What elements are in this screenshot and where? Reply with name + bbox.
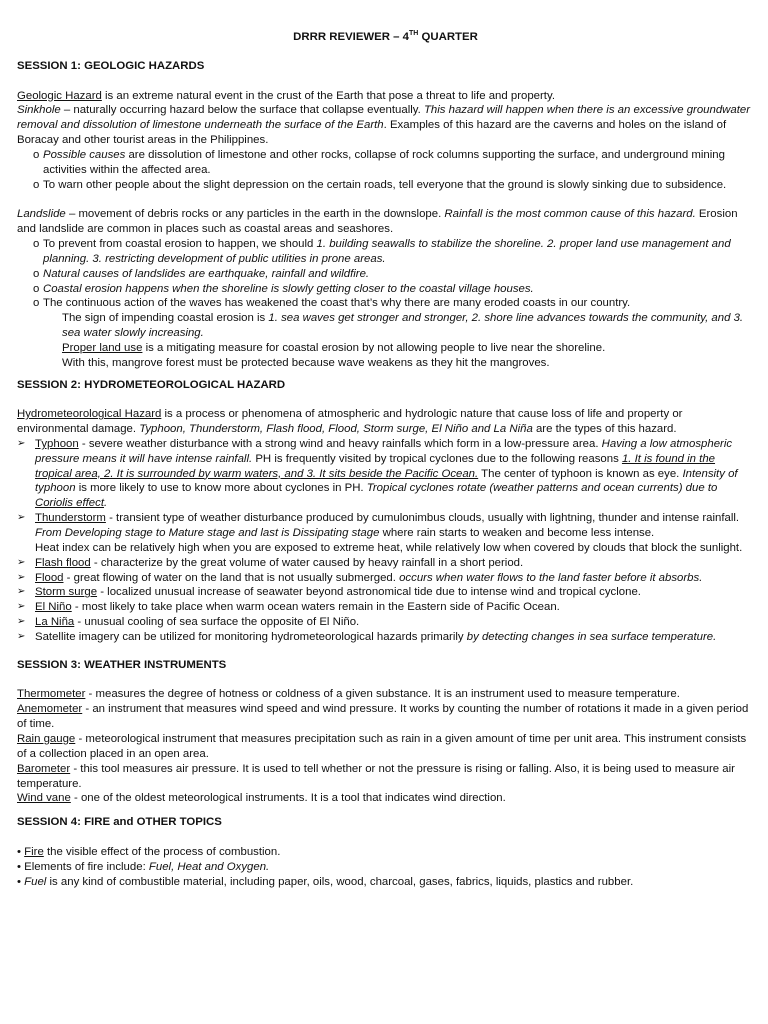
bullet-icon: • [17,845,21,858]
fire-definition [17,845,754,860]
text-italic: 1. sea waves get stronger and stronger, 2. shore line advances towards the community, and 3. sea water slowly increasing. [62,312,744,340]
text-italic: Tropical cyclones rotate (weather patterns and ocean currents) due to [366,482,718,495]
term: Proper land use [62,341,143,354]
text-italic: This hazard will happen when there is an excessive groundwater removal and dissolution of limestone underneath the surface of the Earth [17,104,751,132]
text: is more likely to use to know more about cyclones in PH. [75,482,367,495]
landslide-list [17,237,754,311]
list-item-el-nino [17,600,754,615]
circle-bullet-icon: o [33,282,40,295]
hydromet-list [17,437,754,645]
landslide-definition [17,207,754,237]
list-item [17,296,754,311]
list-item [17,237,754,267]
text-italic: Intensity of typhoon [35,467,738,495]
text: - unusual cooling of sea surface the opposite of El Niño. [74,616,360,629]
list-item [17,178,754,193]
text-italic: Possible causes [43,148,126,161]
bullet-icon: • [17,875,21,888]
text-italic: From Developing stage to Mature stage and last is Dissipating stage [35,527,380,539]
text: is a process or phenomena of atmospheric and hydrologic nature that cause loss of life and property or environmental damage. [17,408,683,436]
text: - this tool measures air pressure. It is used to tell whether or not the pressure is rising or falling. Also, it is being used to measure air temperature. [17,762,735,790]
list-item-thunderstorm [17,511,754,556]
text: PH is frequently visited by tropical cyclones due to the following reasons [252,452,622,465]
text: is a mitigating measure for coastal erosion by not allowing people to live near the shoreline. [142,341,606,354]
term: Rain gauge [17,732,76,745]
anemometer-definition [17,702,754,732]
fire-elements [17,860,754,875]
sinkhole-definition [17,103,754,148]
text-italic: Coastal erosion happens when the shoreline is slowly getting closer to the coastal village houses. [43,282,534,295]
text: where rain starts to weaken and become less intense. [379,527,655,539]
hydromet-definition [17,407,754,437]
title-superscript: TH [409,30,419,38]
term: Sinkhole [17,104,61,117]
text: are dissolution of limestone and other rocks, collapse of rock columns supporting the surface, and underground mining activities within the affected area. [43,148,725,176]
circle-bullet-icon: o [33,178,40,191]
arrow-bullet-icon: ➢ [17,437,26,449]
text: - transient type of weather disturbance produced by cumulonimbus clouds, usually with lightning, thunder and intense rainfall. [105,512,740,525]
text-italic: Having a low atmospheric pressure means it will have intense rainfall. [35,437,733,465]
term: Storm surge [35,586,98,599]
text: Elements of fire include: [24,860,149,873]
text-italic: by detecting changes in sea surface temperature. [466,630,717,643]
geologic-hazard-definition [17,89,754,104]
text: are the types of this hazard. [532,423,677,436]
text: - characterize by the great volume of water caused by heavy rainfall in a short period. [90,556,524,569]
text: To prevent from coastal erosion to happen, we should [43,237,317,250]
list-item-satellite [17,630,754,645]
term: La Niña [35,616,75,629]
term: Fuel [24,875,47,888]
thermometer-definition [17,687,754,702]
arrow-bullet-icon: ➢ [17,556,26,568]
coastal-erosion-sign [17,311,754,341]
text-italic-underline: 1. It is found in the tropical area, 2. It is surrounded by warm waters, and 3. It sits beside the Pacific Ocean. [35,452,716,480]
term: Barometer [17,762,71,775]
term: Thunderstorm [35,512,106,525]
barometer-definition [17,762,754,792]
arrow-bullet-icon: ➢ [17,586,26,598]
rain-gauge-definition [17,732,754,762]
text: - localized unusual increase of seawater beyond astronomical tide due to intense wind and tropical cyclone. [97,586,641,599]
text: – naturally occurring hazard below the surface that collapse eventually. [60,104,424,117]
session-1-heading: SESSION 1: GEOLOGIC HAZARDS [17,59,205,72]
term: Wind vane [17,792,71,805]
list-item-la-nina [17,615,754,630]
term: Landslide [17,208,66,221]
text-italic: . [104,497,108,510]
circle-bullet-icon: o [33,297,40,310]
list-item-flash-flood [17,556,754,571]
text: Heat index can be relatively high when you are exposed to extreme heat, while relatively low when covered by clouds that block the sunlight. [35,541,743,554]
session-3-heading: SESSION 3: WEATHER INSTRUMENTS [17,658,227,671]
text-italic-underline: Coriolis effect [35,497,105,510]
page-title [17,30,754,45]
list-item [17,282,754,297]
text-italic: Fuel, Heat and Oxygen. [148,860,270,873]
text: The continuous action of the waves has weakened the coast that’s why there are many eroded coasts in our country. [43,297,631,310]
term: Flood [35,571,64,584]
text: - measures the degree of hotness or coldness of a given substance. It is an instrument used to measure temperature. [85,688,680,701]
text: - severe weather disturbance with a strong wind and heavy rainfalls which form in a low-pressure area. [78,437,602,450]
mangrove-note: With this, mangrove forest must be protected because wave weakens as they hit the mangroves. [62,356,550,369]
text-italic: 1. building seawalls to stabilize the shoreline. 2. proper land use management and planning. 3. restricting development of public utilities in prone areas. [43,237,731,265]
text-italic: Typhoon, Thunderstorm, Flash flood, Flood, Storm surge, El Niño and La Niña [139,423,533,436]
text-italic: Natural causes of landslides are earthquake, rainfall and wildfire. [43,267,370,280]
arrow-bullet-icon: ➢ [17,512,26,524]
list-item-storm-surge [17,585,754,600]
bullet-icon: • [17,860,21,873]
circle-bullet-icon: o [33,267,40,280]
list-item [17,148,754,178]
term: Flash flood [35,556,91,569]
text: . Examples of this hazard are the caverns and holes on the island of Boracay and other tourist areas in the Philippines. [17,119,727,147]
text: - most likely to take place when warm ocean waters remain in the Eastern side of Pacific Ocean. [71,601,560,614]
arrow-bullet-icon: ➢ [17,630,26,642]
arrow-bullet-icon: ➢ [17,571,26,583]
wind-vane-definition [17,791,754,806]
text: is any kind of combustible material, including paper, oils, wood, charcoal, gases, fabrics, liquids, plastics and rubber. [46,875,634,888]
list-item-typhoon [17,437,754,511]
text: is an extreme natural event in the crust of the Earth that pose a threat to life and property. [101,89,555,102]
text: The center of typhoon is known as eye. [478,467,683,480]
term: Hydrometeorological Hazard [17,408,162,421]
text: To warn other people about the slight depression on the certain roads, tell everyone that the ground is slowly sinking due to subsidence. [43,178,727,191]
term: Typhoon [35,437,79,450]
title-tail: QUARTER [418,31,478,43]
text: Satellite imagery can be utilized for monitoring hydrometeorological hazards primarily [35,630,467,643]
session-2-heading: SESSION 2: HYDROMETEOROLOGICAL HAZARD [17,378,286,391]
text: Erosion and landslide are common in places such as coastal areas and seashores. [17,208,738,236]
title-text: DRRR REVIEWER – 4 [293,31,409,43]
proper-land-use [17,341,754,356]
term: Fire [24,845,44,858]
circle-bullet-icon: o [33,148,40,161]
arrow-bullet-icon: ➢ [17,616,26,628]
text: The sign of impending coastal erosion is [62,312,269,325]
sinkhole-list [17,148,754,193]
text-italic: Rainfall is the most common cause of this hazard. [444,208,696,221]
text: - one of the oldest meteorological instruments. It is a tool that indicates wind direction. [70,792,506,805]
term: Anemometer [17,703,83,716]
text: the visible effect of the process of combustion. [43,845,281,858]
text-italic: occurs when water flows to the land faster before it absorbs. [399,571,703,584]
text: - great flowing of water on the land that is not usually submerged. [63,571,400,584]
text: - meteorological instrument that measures precipitation such as rain in a given amount of time per unit area. This instrument consists of a collection placed in an open area. [17,732,747,760]
fuel-definition [17,875,754,890]
arrow-bullet-icon: ➢ [17,601,26,613]
term: El Niño [35,601,72,614]
session-4-heading: SESSION 4: FIRE and OTHER TOPICS [17,816,222,829]
text: - an instrument that measures wind speed and wind pressure. It works by counting the number of rotations it made in a given period of time. [17,703,749,731]
term: Thermometer [17,688,86,701]
text: – movement of debris rocks or any particles in the earth in the downslope. [65,208,445,221]
list-item [17,267,754,282]
list-item-flood [17,571,754,586]
circle-bullet-icon: o [33,237,40,250]
term: Geologic Hazard [17,89,102,102]
